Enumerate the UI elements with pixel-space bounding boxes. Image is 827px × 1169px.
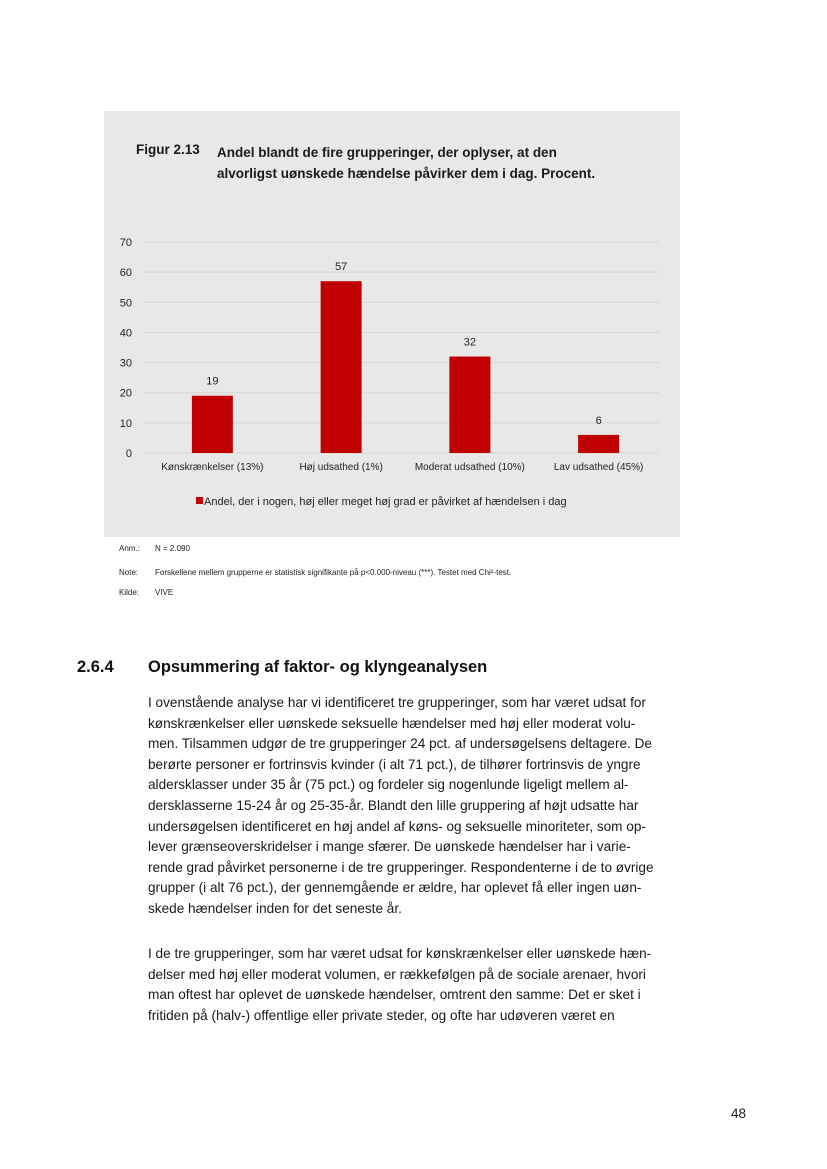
note-value: N = 2.090 (155, 544, 190, 553)
data-label: 6 (595, 414, 602, 427)
y-tick-label: 50 (119, 297, 132, 310)
data-label: 57 (335, 261, 348, 274)
x-tick-label: Moderat udsathed (10%) (414, 462, 525, 473)
x-tick-label: Kønskrænkelser (13%) (161, 462, 264, 473)
y-tick-label: 10 (119, 417, 132, 430)
text-line: I de tre grupperinger, som har været udsat for kønskrænkelser eller uønskede hæn- (148, 946, 652, 961)
note-key: Kilde: (119, 588, 140, 597)
text-line: undersøgelsen identificeret en høj andel af køns- og seksuelle minoriteter, som op- (148, 818, 646, 834)
text-line: skede hændelser inden for det seneste år. (148, 900, 402, 916)
text-line: delser med høj eller moderat volumen, er rækkefølgen på de sociale arenaer, hvori (148, 966, 646, 982)
text-line: grupper (i alt 76 pct.), der gennemgående er ældre, har oplevet få eller ingen uøn- (148, 880, 642, 896)
text-line: kønskrænkelser eller uønskede seksuelle hændelser med høj eller moderat volu- (148, 715, 636, 731)
x-tick-label: Lav udsathed (45%) (553, 462, 644, 473)
figure-label: Figur 2.13 (136, 142, 200, 157)
note-value: VIVE (155, 588, 174, 597)
bar (578, 435, 619, 453)
bar (321, 281, 362, 453)
legend-swatch (196, 497, 203, 504)
paragraph-1 (148, 693, 708, 920)
bar (449, 357, 490, 453)
paragraph-2 (148, 944, 708, 1026)
x-tick-label: Høj udsathed (1%) (299, 462, 383, 473)
figure-title-line: Andel blandt de fire grupperinger, der oplyser, at den (217, 145, 557, 160)
data-label: 32 (463, 336, 476, 349)
text-line: dersklasserne 15-24 år og 25-35-år. Blandt den lille gruppering af højt udsatte har (148, 797, 639, 813)
text-line: fritiden på (halv-) offentlige eller private steder, og ofte har udøveren været en (148, 1007, 615, 1023)
y-tick-label: 20 (119, 387, 132, 400)
text-line: men. Tilsammen udgør de tre grupperinger 24 pct. af undersøgelsens deltagere. De (148, 736, 652, 752)
y-tick-label: 40 (119, 327, 132, 340)
section-title: Opsummering af faktor- og klyngeanalysen (148, 658, 488, 676)
legend-label: Andel, der i nogen, høj eller meget høj grad er påvirket af hændelsen i dag (204, 496, 567, 508)
page-number: 48 (731, 1106, 747, 1121)
note-key: Note: (119, 568, 139, 577)
text-line: I ovenstående analyse har vi identificeret tre grupperinger, som har været udsat for (148, 695, 646, 710)
data-label: 19 (206, 375, 219, 388)
y-tick-label: 70 (119, 237, 132, 249)
bar-chart (104, 111, 680, 537)
y-tick-label: 30 (119, 357, 132, 370)
y-tick-label: 0 (125, 448, 132, 460)
text-line: lever grænseoverskridelser i mange sfærer. De uønskede hændelser har i varie- (148, 839, 631, 855)
text-line: man oftest har oplevet de uønskede hændelser, omtrent den samme: Det er sket i (148, 987, 641, 1003)
text-line: berørte personer er fortrinsvis kvinder (i alt 71 pct.), de tilhører fortrinsvis de yngre (148, 756, 641, 772)
section-number: 2.6.4 (77, 658, 114, 676)
note-key: Anm.: (119, 544, 140, 553)
text-line: rende grad påvirket personerne i de tre grupperinger. Respondenterne i de to øvrige (148, 859, 654, 875)
y-tick-label: 60 (119, 267, 132, 280)
bar (192, 396, 233, 453)
note-value: Forskellene mellem grupperne er statistisk signifikante på p<0.000-niveau (***). Testet med Chi²-test. (155, 568, 512, 577)
text-line: aldersklasser under 35 år (75 pct.) og fordeler sig nogenlunde ligeligt mellem al- (148, 777, 629, 793)
figure-title-line: alvorligst uønskede hændelse påvirker dem i dag. Procent. (217, 166, 596, 181)
